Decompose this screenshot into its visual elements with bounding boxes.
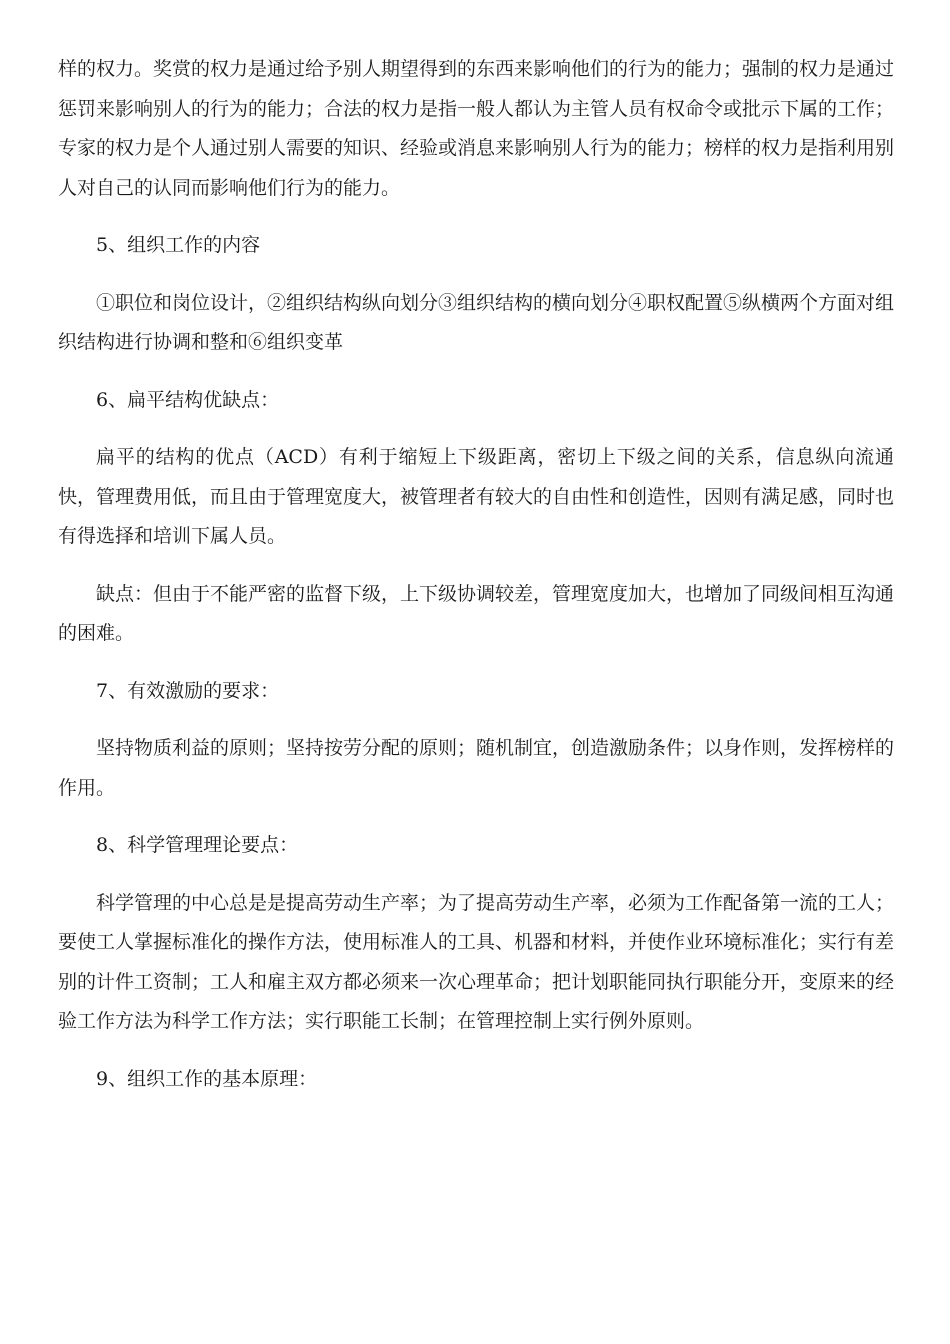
paragraph-power-types: 样的权力。奖赏的权力是通过给予别人期望得到的东西来影响他们的行为的能力；强制的权力是通过惩罚来影响别人的行为的能力；合法的权力是指一般人都认为主管人员有权命令或批示下属的工作；专家的权力是个人通过别人需要的知识、经验或消息来影响别人行为的能力；榜样的权力是指利用别人对自己的认同而影响他们行为的能力。	[58, 58, 895, 199]
paragraph-flat-structure-cons: 缺点：但由于不能严密的监督下级，上下级协调较差，管理宽度加大，也增加了同级间相互沟通的困难。	[58, 582, 895, 644]
document-body	[58, 50, 894, 1117]
heading-flat-structure: 6、扁平结构优缺点：	[96, 388, 280, 411]
heading-scientific-management: 8、科学管理理论要点：	[96, 834, 299, 856]
paragraph-scientific-management: 科学管理的中心总是是提高劳动生产率；为了提高劳动生产率，必须为工作配备第一流的工人；要使工人掌握标准化的操作方法，使用标准人的工具、机器和材料，并使作业环境标准化；实行有差别的计件工资制；工人和雇主双方都必须来一次心理革命；把计划职能同执行职能分开，变原来的经验工作方法为科学工作方法；实行职能工长制；在管理控制上实行例外原则。	[58, 891, 895, 1032]
heading-organizing-principles: 9、组织工作的基本原理：	[96, 1067, 318, 1090]
heading-effective-motivation: 7、有效激励的要求：	[96, 679, 280, 702]
paragraph-flat-structure-pros: 扁平的结构的优点（ACD）有利于缩短上下级距离，密切上下级之间的关系，信息纵向流通快，管理费用低，而且由于管理宽度大，被管理者有较大的自由性和创造性，因则有满足感，同时也有得选择和培训下属人员。	[58, 446, 895, 547]
heading-organizing-content: 5、组织工作的内容	[96, 234, 261, 256]
paragraph-organizing-content: ①职位和岗位设计，②组织结构纵向划分③组织结构的横向划分④职权配置⑤纵横两个方面对组织结构进行协调和整和⑥组织变革	[58, 291, 895, 353]
paragraph-effective-motivation: 坚持物质利益的原则；坚持按劳分配的原则；随机制宜，创造激励条件；以身作则，发挥榜样的作用。	[58, 737, 895, 799]
